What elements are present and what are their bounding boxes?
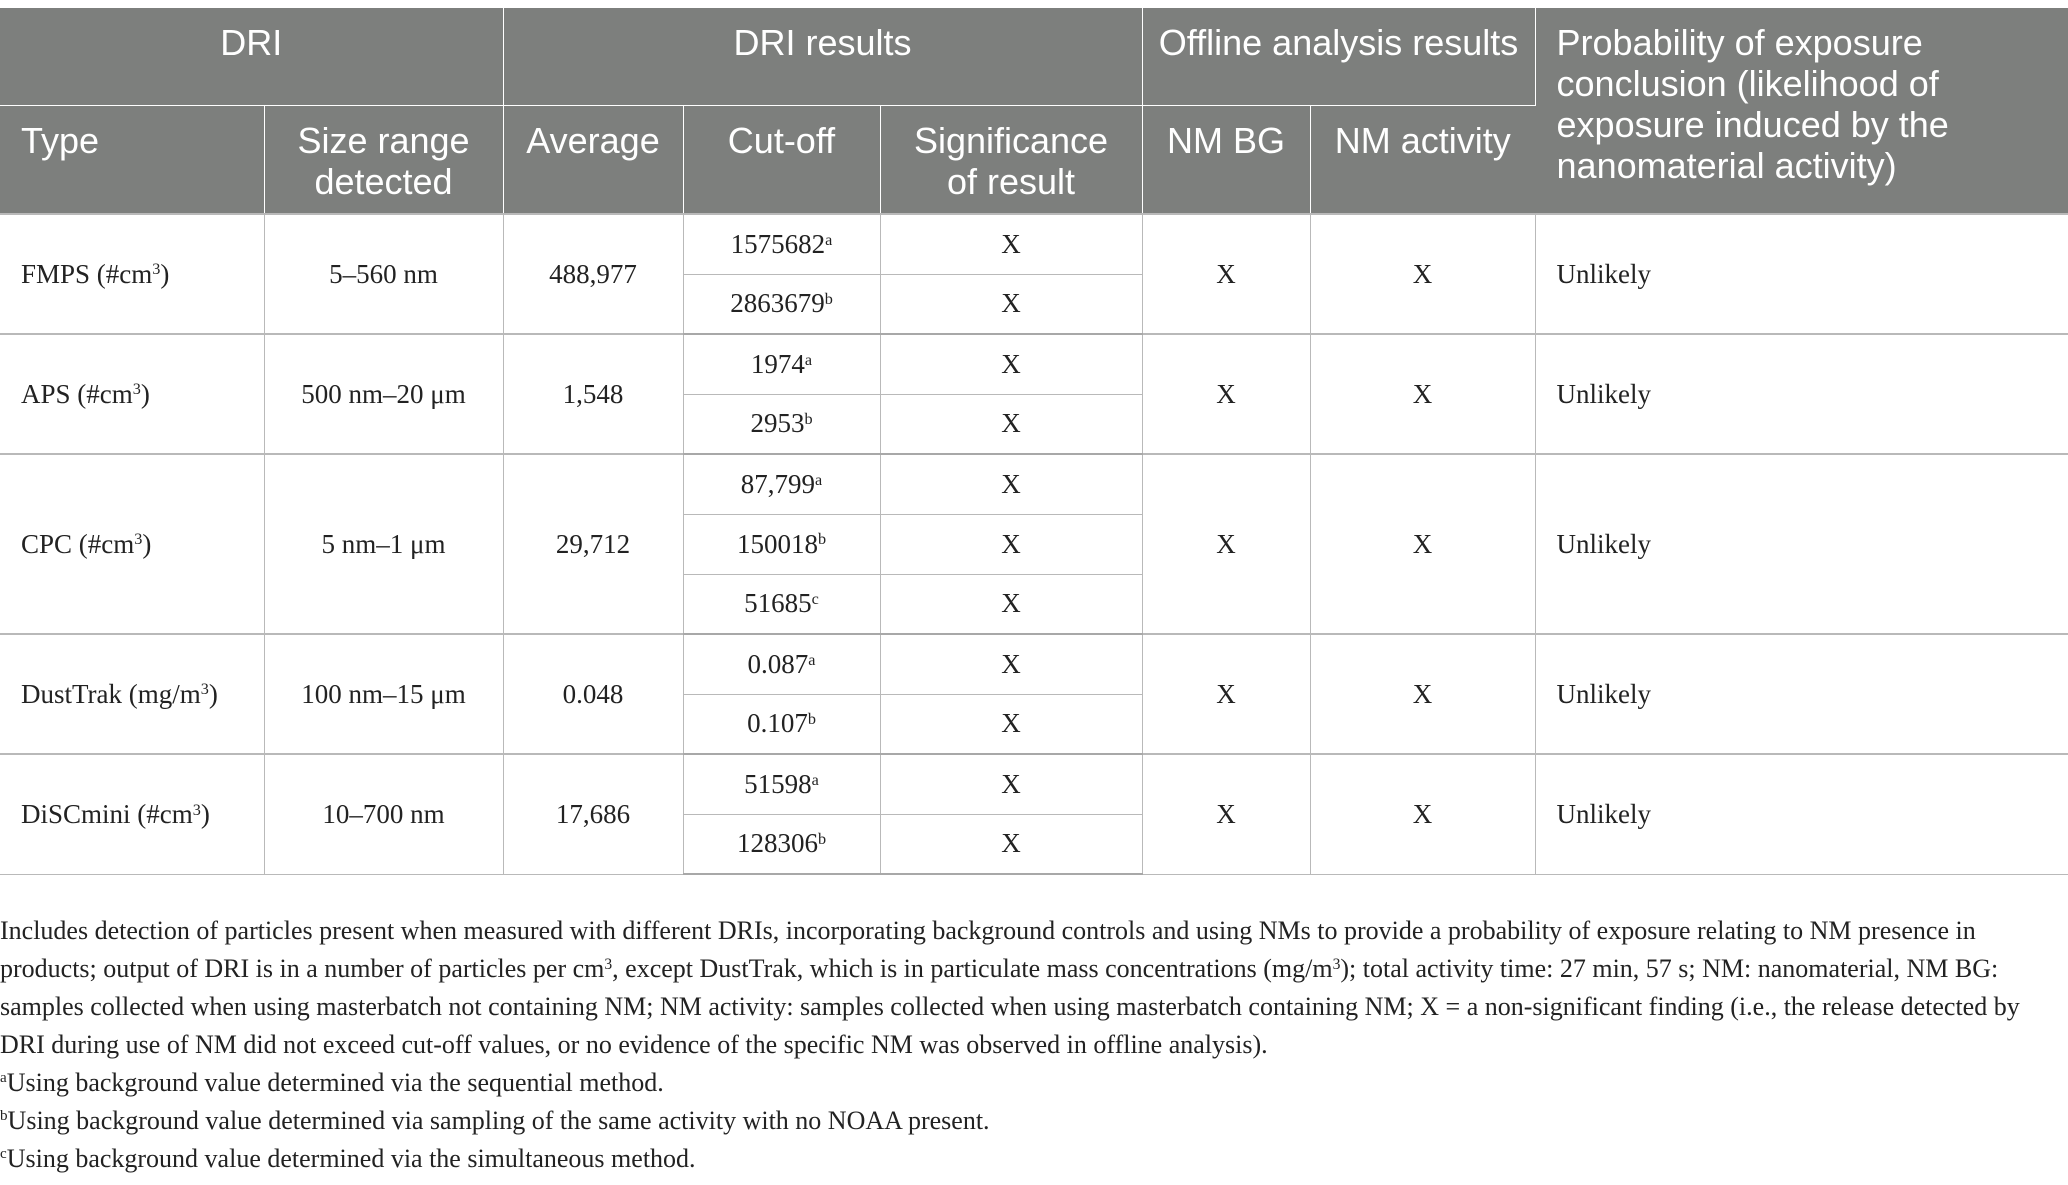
cell-nm-bg: X [1142, 214, 1310, 334]
cell-probability: Unlikely [1535, 634, 2068, 754]
cell-cutoff [683, 634, 880, 694]
cell-cutoff [683, 514, 880, 574]
type-tail: ) [200, 798, 210, 829]
cell-nm-activity: X [1310, 214, 1535, 334]
table-caption [0, 912, 2060, 1064]
table-row [0, 214, 2068, 274]
footnote-a [0, 1064, 2060, 1102]
cutoff-sup: a [825, 230, 833, 249]
type-sup: 3 [152, 260, 161, 279]
caption-text-2: , except DustTrak, which is in particulate mass concentrations (mg/m [612, 954, 1333, 983]
cutoff-sup: a [815, 470, 823, 489]
cell-average: 1,548 [503, 334, 683, 454]
cutoff-value: 87,799 [740, 468, 816, 499]
cutoff-value: 128306 [736, 828, 818, 859]
type-sup: 3 [192, 800, 201, 819]
cutoff-value: 1974 [750, 348, 805, 379]
table-body [0, 214, 2068, 874]
type-label: DiSCmini (#cm [21, 798, 193, 829]
cutoff-value: 51598 [744, 768, 812, 799]
cell-type [0, 214, 264, 334]
cell-average: 488,977 [503, 214, 683, 334]
type-sup: 3 [132, 380, 141, 399]
header-significance: Significance of result [880, 105, 1142, 214]
cutoff-sup: a [804, 350, 813, 369]
cell-nm-bg: X [1142, 334, 1310, 454]
cell-cutoff [683, 334, 880, 394]
cutoff-value: 1575682 [730, 228, 826, 259]
cell-probability: Unlikely [1535, 214, 2068, 334]
cell-nm-activity: X [1310, 754, 1535, 874]
cutoff-value: 2863679 [730, 288, 825, 319]
type-tail: ) [140, 378, 150, 409]
cutoff-sup: b [817, 530, 827, 549]
header-size-range: Size range detected [264, 105, 503, 214]
type-tail: ) [142, 528, 152, 559]
cell-significance: X [880, 394, 1142, 454]
cell-type [0, 754, 264, 874]
type-label: CPC (#cm [21, 528, 135, 559]
cell-average: 17,686 [503, 754, 683, 874]
footnote-mark: b [0, 1107, 8, 1124]
cutoff-value: 0.087 [747, 648, 809, 679]
cell-size-range: 5–560 nm [264, 214, 503, 334]
cell-average: 0.048 [503, 634, 683, 754]
cell-nm-activity: X [1310, 454, 1535, 634]
cell-cutoff [683, 454, 880, 514]
cell-nm-bg: X [1142, 754, 1310, 874]
table-header [0, 8, 2068, 214]
header-cutoff: Cut-off [683, 105, 880, 214]
cell-type [0, 334, 264, 454]
cell-significance: X [880, 334, 1142, 394]
table-row [0, 334, 2068, 394]
results-table-container [0, 8, 2068, 875]
cutoff-sup: b [807, 710, 816, 729]
cell-cutoff [683, 814, 880, 874]
caption-sup-2: 3 [1332, 956, 1341, 974]
type-sup: 3 [200, 680, 209, 699]
cell-significance: X [880, 634, 1142, 694]
header-probability: Probability of exposure conclusion (likelihood of exposure induced by the nanomaterial activity) [1535, 8, 2068, 214]
cell-cutoff [683, 214, 880, 274]
cell-cutoff [683, 754, 880, 814]
cutoff-sup: c [811, 590, 819, 609]
footnote-c [0, 1140, 2060, 1178]
cell-type [0, 454, 264, 634]
cutoff-sup: b [824, 290, 833, 309]
cell-size-range: 500 nm–20 μm [264, 334, 503, 454]
cell-nm-bg: X [1142, 454, 1310, 634]
header-group-offline: Offline analysis results [1142, 8, 1535, 105]
cell-cutoff [683, 274, 880, 334]
header-group-dri-results: DRI results [503, 8, 1142, 105]
caption-sup-1: 3 [604, 956, 613, 974]
cutoff-value: 150018 [736, 528, 818, 559]
type-sup: 3 [134, 530, 143, 549]
table-row [0, 754, 2068, 814]
footnote-mark: c [0, 1145, 7, 1162]
footnote-text: Using background value determined via the simultaneous method. [6, 1144, 696, 1173]
cell-significance: X [880, 454, 1142, 514]
footnote-text: Using background value determined via sampling of the same activity with no NOAA present. [7, 1106, 990, 1135]
cell-significance: X [880, 274, 1142, 334]
caption-text-3: ); total activity time: 27 min, 57 s; NM: nanomaterial, NM BG: samples collected when using masterbatch not containing NM; NM activity: samples collected when using masterbatch containing NM; X = a non-significant finding (i.e., the release detected by DRI during use of NM did not exceed cut-off values, or no evidence of the specific NM was observed in offline analysis). [0, 954, 2020, 1059]
cell-significance: X [880, 214, 1142, 274]
type-label: FMPS (#cm [21, 258, 153, 289]
cutoff-sup: a [808, 650, 816, 669]
cell-size-range: 100 nm–15 μm [264, 634, 503, 754]
header-group-dri: DRI [0, 8, 503, 105]
cell-cutoff [683, 574, 880, 634]
cell-significance: X [880, 754, 1142, 814]
cell-size-range: 5 nm–1 μm [264, 454, 503, 634]
cell-significance: X [880, 514, 1142, 574]
header-nm-activity: NM activity [1310, 105, 1535, 214]
cell-cutoff [683, 694, 880, 754]
cell-significance: X [880, 814, 1142, 874]
type-tail: ) [160, 258, 170, 289]
caption-text-1: Includes detection of particles present when measured with different DRIs, incorporating background controls and using NMs to provide a probability of exposure relating to NM presence in products; output of DRI is in a number of particles per cm [0, 916, 1976, 983]
cutoff-sup: a [811, 770, 819, 789]
cell-significance: X [880, 574, 1142, 634]
footnote-b [0, 1102, 2060, 1140]
table-row [0, 454, 2068, 514]
cell-size-range: 10–700 nm [264, 754, 503, 874]
cutoff-sup: b [804, 410, 813, 429]
type-label: APS (#cm [21, 378, 133, 409]
footnote-mark: a [0, 1069, 7, 1086]
cell-nm-bg: X [1142, 634, 1310, 754]
cell-cutoff [683, 394, 880, 454]
header-type: Type [0, 105, 264, 214]
cutoff-value: 0.107 [747, 708, 808, 739]
cutoff-value: 2953 [750, 408, 805, 439]
cell-probability: Unlikely [1535, 454, 2068, 634]
cell-type [0, 634, 264, 754]
cell-average: 29,712 [503, 454, 683, 634]
type-tail: ) [208, 678, 218, 709]
table-row [0, 634, 2068, 694]
cell-nm-activity: X [1310, 634, 1535, 754]
cell-nm-activity: X [1310, 334, 1535, 454]
header-nm-bg: NM BG [1142, 105, 1310, 214]
cell-probability: Unlikely [1535, 334, 2068, 454]
cutoff-value: 51685 [744, 588, 812, 619]
cutoff-sup: b [817, 830, 827, 849]
cell-significance: X [880, 694, 1142, 754]
header-average: Average [503, 105, 683, 214]
results-table [0, 8, 2068, 875]
table-notes [0, 912, 2060, 1178]
footnote-text: Using background value determined via the sequential method. [6, 1068, 664, 1097]
cell-probability: Unlikely [1535, 754, 2068, 874]
type-label: DustTrak (mg/m [21, 678, 201, 709]
